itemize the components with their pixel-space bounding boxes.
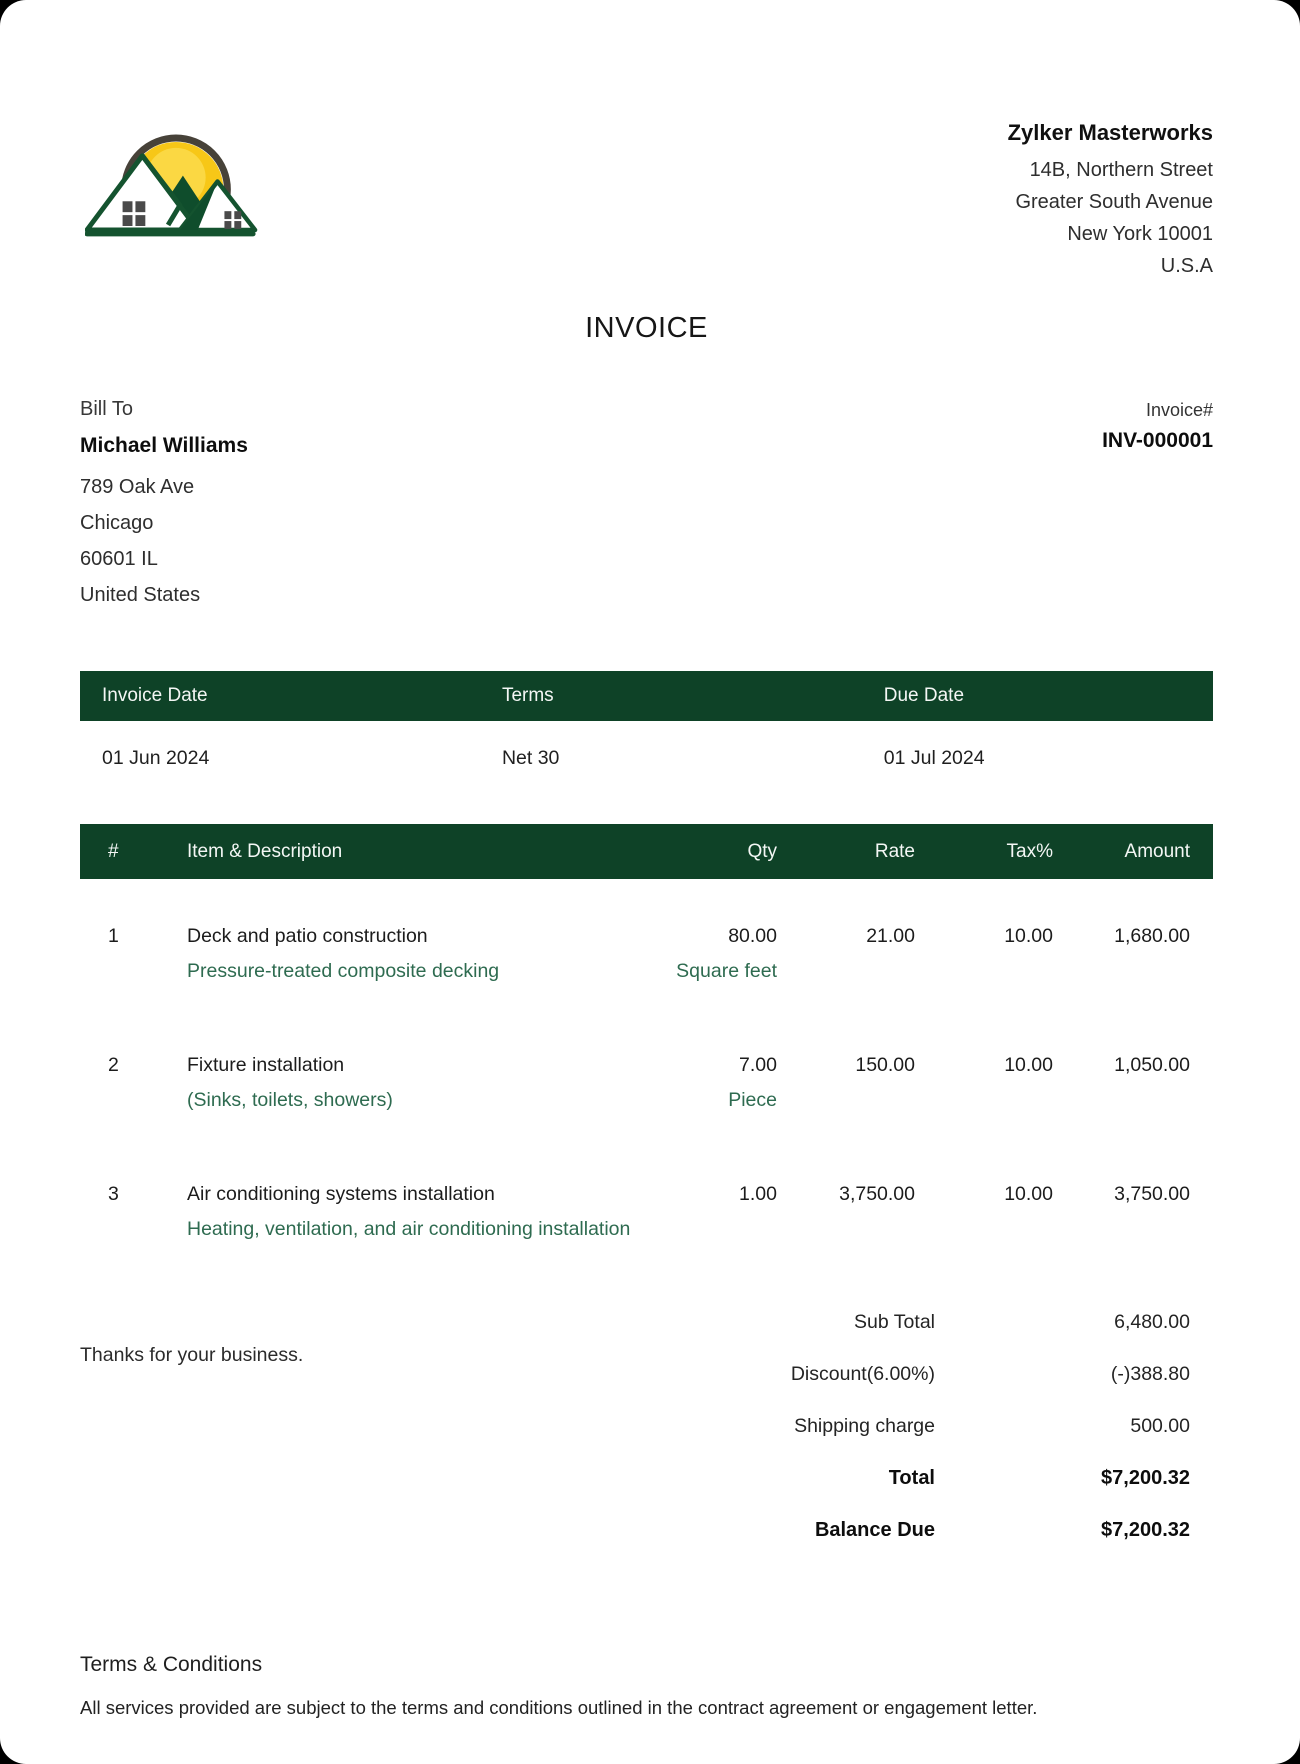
thanks-note: Thanks for your business. [80,1344,304,1366]
invoice-date-header: Invoice Date [102,685,208,706]
item-qty: 7.00 [739,1054,777,1076]
item-tax: 10.00 [1004,1183,1053,1205]
invoice-title: INVOICE [585,312,708,344]
item-amount: 1,050.00 [1114,1054,1190,1076]
shipping-value: 500.00 [1130,1414,1190,1437]
item-description-cell [187,923,642,984]
bill-to-block [80,395,248,613]
customer-name: Michael Williams [80,434,248,457]
items-table-header [80,824,1213,879]
item-rate: 150.00 [855,1054,915,1076]
invoice-number-label: Invoice# [1145,400,1213,420]
company-block [1008,118,1213,282]
terms-body: All services provided are subject to the terms and conditions outlined in the contract agreement or engagement letter. [80,1697,1038,1718]
item-title: Air conditioning systems installation [187,1183,495,1205]
table-row [80,1181,1213,1242]
date-table-values [80,721,1213,776]
item-tax: 10.00 [1004,925,1053,947]
invoice-number: INV-000001 [1102,429,1213,452]
totals-section [80,1310,1213,1542]
customer-address-line: 60601 IL [80,548,158,570]
item-rate: 3,750.00 [839,1183,915,1205]
total-value: $7,200.32 [1101,1466,1190,1489]
due-date-value: 01 Jul 2024 [883,747,985,769]
col-tax-header: Tax% [1006,840,1053,862]
date-table [80,671,1213,776]
item-amount: 1,680.00 [1114,925,1190,947]
item-number: 3 [108,1183,119,1205]
terms-heading: Terms & Conditions [80,1653,263,1676]
subtotal-value: 6,480.00 [1114,1310,1190,1333]
item-qty-cell [642,923,777,984]
col-number-header: # [108,840,119,862]
col-amount-header: Amount [1124,840,1190,862]
company-address-line: Greater South Avenue [1015,191,1213,213]
item-number: 1 [108,925,119,947]
discount-value: (-)388.80 [1110,1362,1190,1385]
shipping-label: Shipping charge [794,1414,935,1437]
total-label: Total [888,1466,935,1489]
sun-houses-logo-icon [85,118,263,245]
page-header [80,0,1213,282]
invoice-date-value: 01 Jun 2024 [102,747,210,769]
balance-due-value: $7,200.32 [1101,1518,1190,1541]
col-qty-header: Qty [747,840,777,862]
item-title: Deck and patio construction [187,925,428,947]
item-description: Heating, ventilation, and air conditioning installation [187,1218,631,1240]
discount-label: Discount(6.00%) [790,1362,935,1385]
item-tax: 10.00 [1004,1054,1053,1076]
date-table-header [80,671,1213,721]
total-row [80,1466,1213,1490]
customer-address-line: 789 Oak Ave [80,476,195,498]
item-amount: 3,750.00 [1114,1183,1190,1205]
item-qty: 80.00 [728,925,777,947]
item-description-cell [187,1181,642,1242]
item-qty-cell [642,1181,777,1242]
company-name: Zylker Masterworks [1007,120,1213,145]
item-description: Pressure-treated composite decking [187,960,500,982]
table-row [80,1052,1213,1113]
item-unit: Square feet [676,960,777,982]
total-row [80,1310,1213,1334]
item-qty-cell [642,1052,777,1113]
item-qty: 1.00 [739,1183,777,1205]
customer-address-line: Chicago [80,512,154,534]
terms-section [80,1650,1213,1722]
table-row [80,923,1213,984]
terms-header: Terms [501,685,554,706]
company-address-line: U.S.A [1160,255,1213,277]
company-address-line: New York 10001 [1067,223,1213,245]
item-number: 2 [108,1054,119,1076]
due-date-header: Due Date [883,685,965,706]
item-unit: Piece [728,1089,777,1111]
bill-to-label: Bill To [80,398,133,420]
item-description: (Sinks, toilets, showers) [187,1089,393,1111]
subtotal-label: Sub Total [854,1310,935,1333]
item-rate: 21.00 [866,925,915,947]
customer-address [80,469,248,613]
col-rate-header: Rate [874,840,915,862]
meta-row [80,395,1213,613]
item-description-cell [187,1052,642,1113]
balance-due-label: Balance Due [814,1518,935,1541]
invoice-number-block [1102,395,1213,613]
terms-value: Net 30 [501,747,560,769]
customer-address-line: United States [80,584,201,606]
total-row [80,1518,1213,1542]
company-address-line: 14B, Northern Street [1029,159,1213,181]
col-description-header: Item & Description [187,840,343,862]
total-row [80,1414,1213,1438]
item-title: Fixture installation [187,1054,345,1076]
company-logo [85,118,263,245]
